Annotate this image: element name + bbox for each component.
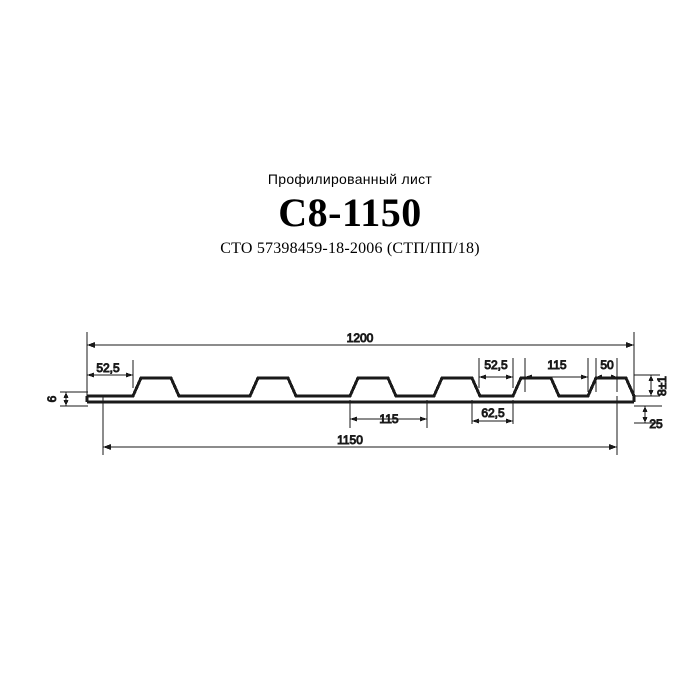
dim-rib-pitch-upper: 115 <box>547 358 567 372</box>
dim-rib-top: 50 <box>600 358 614 372</box>
dim-rib-pitch-lower: 115 <box>379 412 399 426</box>
product-code: C8-1150 <box>278 190 422 235</box>
product-subtitle: Профилированный лист <box>267 171 433 187</box>
dim-corner: 25 <box>649 417 663 431</box>
dim-right-flange: 52,5 <box>484 358 508 372</box>
dim-working-width: 1150 <box>337 433 363 447</box>
dim-overall-width: 1200 <box>346 331 374 345</box>
dim-height: 8±1 <box>655 376 669 396</box>
standard-reference: СТО 57398459-18-2006 (СТП/ПП/18) <box>220 240 480 257</box>
profile-outline <box>87 378 634 402</box>
dim-left-flange: 52,5 <box>96 361 120 375</box>
dim-rib-base: 62,5 <box>481 406 505 420</box>
dim-thickness: 6 <box>45 395 59 403</box>
